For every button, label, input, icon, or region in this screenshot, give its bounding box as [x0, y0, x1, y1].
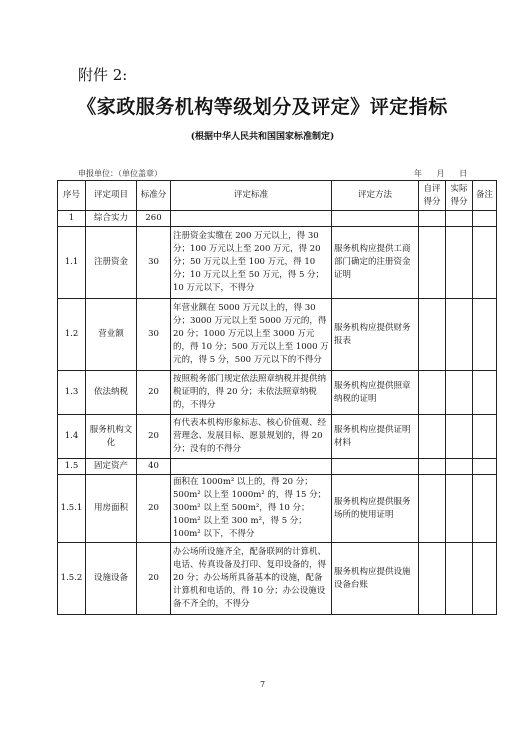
date-label: 年 月 日 — [414, 169, 468, 178]
table-row — [58, 227, 497, 299]
header-method: 评定方法 — [332, 181, 419, 211]
header-standard: 评定标准 — [171, 181, 332, 211]
table-row — [58, 475, 497, 543]
row-standard — [171, 211, 332, 227]
header-seq: 序号 — [58, 181, 86, 211]
row-standard — [171, 459, 332, 475]
row-seq: 1.3 — [58, 371, 86, 415]
row-actual-score — [446, 211, 473, 227]
attachment-label: 附件 2: — [78, 66, 128, 84]
row-seq: 1.2 — [58, 299, 86, 371]
row-self-score — [419, 543, 446, 615]
row-self-score — [419, 371, 446, 415]
table-row — [58, 371, 497, 415]
row-remark — [473, 543, 497, 615]
row-score: 20 — [137, 543, 171, 615]
row-seq: 1.4 — [58, 415, 86, 459]
document-title: 《家政服务机构等级划分及评定》评定指标 — [77, 96, 448, 118]
row-self-score — [419, 475, 446, 543]
table-row — [58, 415, 497, 459]
row-method — [332, 459, 419, 475]
row-method: 服务机构应提供证明材料 — [332, 415, 419, 459]
document-subtitle: (根据中华人民共和国国家标准制定) — [190, 132, 335, 142]
header-self-score: 自评得分 — [419, 181, 446, 211]
row-self-score — [419, 211, 446, 227]
row-seq: 1.1 — [58, 227, 86, 299]
row-actual-score — [446, 227, 473, 299]
row-seq: 1.5.1 — [58, 475, 86, 543]
row-score: 20 — [137, 371, 171, 415]
row-self-score — [419, 415, 446, 459]
row-item: 营业额 — [86, 299, 137, 371]
row-actual-score — [446, 299, 473, 371]
row-method — [332, 211, 419, 227]
applicant-label: 申报单位：（单位盖章） — [78, 169, 162, 178]
row-actual-score — [446, 475, 473, 543]
row-item: 固定资产 — [86, 459, 137, 475]
row-seq: 1.5.2 — [58, 543, 86, 615]
row-method: 服务机构应提供服务场所的使用证明 — [332, 475, 419, 543]
row-standard: 有代表本机构形象标志、核心价值观、经营理念、发展目标、愿景规划的，得 20 分；没有的不得分 — [171, 415, 332, 459]
row-score: 20 — [137, 475, 171, 543]
row-actual-score — [446, 543, 473, 615]
page-number: 7 — [259, 680, 266, 689]
row-item: 服务机构文化 — [86, 415, 137, 459]
row-remark — [473, 299, 497, 371]
table-row — [58, 211, 497, 227]
row-item: 用房面积 — [86, 475, 137, 543]
row-standard: 办公场所设施齐全，配备联网的计算机、电话、传真设备及打印、复印设备的，得 20 分；办公场所具备基本的设施，配备计算机和电话的，得 10 分；办公设施设备不齐全的，不得分 — [171, 543, 332, 615]
row-score: 30 — [137, 227, 171, 299]
row-standard: 按照税务部门规定依法照章纳税并提供纳税证明的，得 20 分；未依法照章纳税的，不得分 — [171, 371, 332, 415]
row-score: 20 — [137, 415, 171, 459]
table-row — [58, 459, 497, 475]
row-item: 设施设备 — [86, 543, 137, 615]
row-self-score — [419, 227, 446, 299]
table-row — [58, 543, 497, 615]
header-actual-score: 实际得分 — [446, 181, 473, 211]
header-score: 标准分 — [137, 181, 171, 211]
row-item: 依法纳税 — [86, 371, 137, 415]
row-item: 注册资金 — [86, 227, 137, 299]
row-remark — [473, 415, 497, 459]
row-method: 服务机构应提供工商部门确定的注册资金证明 — [332, 227, 419, 299]
row-actual-score — [446, 415, 473, 459]
row-self-score — [419, 459, 446, 475]
row-standard: 注册资金实缴在 200 万元以上，得 30 分；100 万元以上至 200 万元，得 20 分；50 万元以上至 100 万元，得 10 分；10 万元以上至 50 万元，得 5 分；10 万元以下，不得分 — [171, 227, 332, 299]
row-self-score — [419, 299, 446, 371]
row-actual-score — [446, 459, 473, 475]
row-remark — [473, 371, 497, 415]
row-score: 260 — [137, 211, 171, 227]
row-score: 30 — [137, 299, 171, 371]
row-remark — [473, 227, 497, 299]
header-item: 评定项目 — [86, 181, 137, 211]
row-remark — [473, 475, 497, 543]
row-method: 服务机构应提供设施设备台账 — [332, 543, 419, 615]
row-seq: 1 — [58, 211, 86, 227]
row-actual-score — [446, 371, 473, 415]
evaluation-table — [57, 180, 497, 615]
row-seq: 1.5 — [58, 459, 86, 475]
table-header-row — [58, 181, 497, 211]
row-standard: 面积在 1000m² 以上的，得 20 分；500m² 以上至 1000m² 的，得 15 分；300m² 以上至 500m²，得 10 分；100m² 以上至 300 m²，得 5 分；100m² 以下，不得分 — [171, 475, 332, 543]
row-remark — [473, 459, 497, 475]
header-remark: 备注 — [473, 181, 497, 211]
table-row — [58, 299, 497, 371]
row-standard: 年营业额在 5000 万元以上的，得 30 分；3000 万元以上至 5000 万元的，得 20 分；1000 万元以上至 3000 万元的，得 10 分；500 万元以上至 1000 万元的，得 5 分，500 万元以下的不得分 — [171, 299, 332, 371]
row-remark — [473, 211, 497, 227]
row-score: 40 — [137, 459, 171, 475]
row-method: 服务机构应提供财务报表 — [332, 299, 419, 371]
row-method: 服务机构应提供照章纳税的证明 — [332, 371, 419, 415]
row-item: 综合实力 — [86, 211, 137, 227]
